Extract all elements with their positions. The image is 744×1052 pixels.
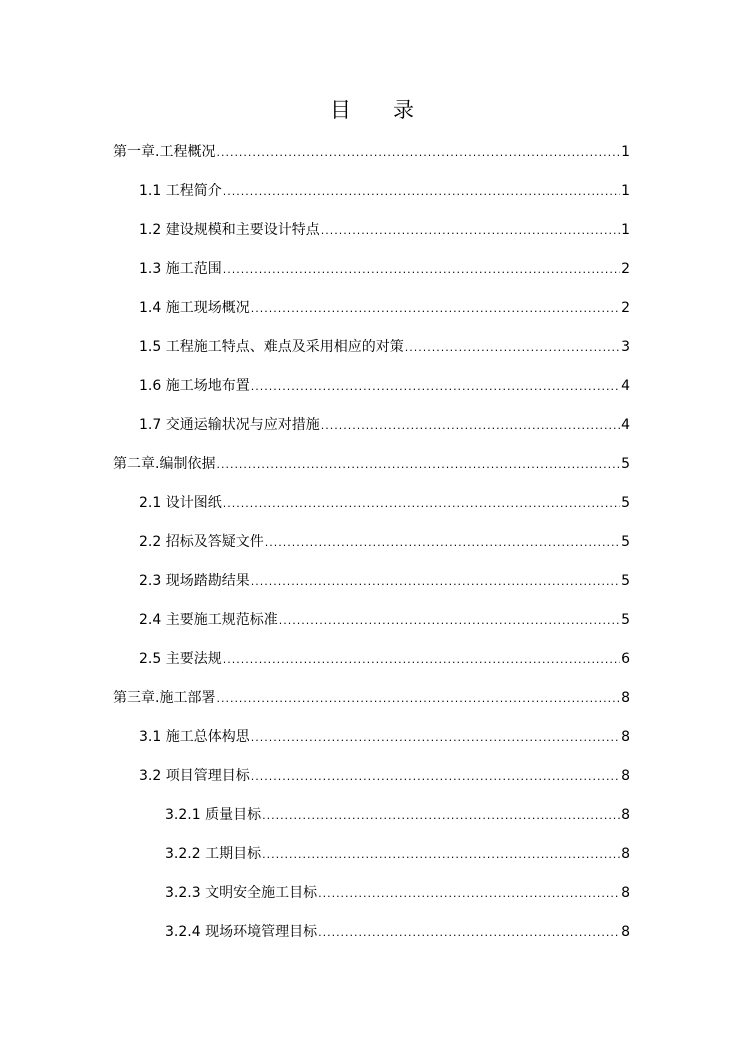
toc-entry-page-number: 8	[621, 846, 630, 862]
toc-entry-page-number: 8	[621, 885, 630, 901]
toc-dot-leader	[251, 727, 620, 749]
toc-entry-label: 1.1 工程简介	[139, 183, 222, 199]
toc-entry-label: 1.7 交通运输状况与应对措施	[139, 417, 320, 433]
toc-dot-leader	[262, 805, 620, 827]
toc-chapter-entry[interactable]	[113, 141, 630, 163]
toc-dot-leader	[405, 337, 620, 359]
toc-entry-label: 3.2.2 工期目标	[165, 846, 262, 862]
toc-dot-leader	[265, 532, 620, 554]
toc-entry-page-number: 1	[621, 183, 630, 199]
toc-title: 目 录	[330, 98, 414, 122]
toc-entry-page-number: 8	[621, 729, 630, 745]
toc-entry-page-number: 2	[621, 300, 630, 316]
toc-entry-label: 2.4 主要施工规范标准	[139, 612, 278, 628]
toc-section-entry[interactable]	[139, 375, 630, 397]
toc-section-entry[interactable]	[139, 609, 630, 631]
toc-entry-page-number: 5	[621, 573, 630, 589]
toc-section-entry[interactable]	[139, 297, 630, 319]
toc-entry-label: 1.5 工程施工特点、难点及采用相应的对策	[139, 339, 404, 355]
toc-section-entry[interactable]	[139, 648, 630, 670]
toc-dot-leader	[251, 766, 620, 788]
toc-entry-page-number: 1	[621, 144, 630, 160]
toc-entry-page-number: 8	[621, 924, 630, 940]
toc-section-entry[interactable]	[139, 765, 630, 787]
toc-dot-leader	[223, 493, 620, 515]
toc-entry-page-number: 6	[621, 651, 630, 667]
toc-section-entry[interactable]	[165, 843, 630, 865]
toc-section-entry[interactable]	[139, 219, 630, 241]
toc-entry-label: 1.6 施工场地布置	[139, 378, 250, 394]
toc-section-entry[interactable]	[165, 804, 630, 826]
toc-entry-page-number: 4	[621, 417, 630, 433]
toc-section-entry[interactable]	[165, 882, 630, 904]
toc-section-entry[interactable]	[139, 180, 630, 202]
toc-dot-leader	[223, 181, 620, 203]
toc-dot-leader	[216, 688, 620, 710]
toc-section-entry[interactable]	[139, 492, 630, 514]
toc-dot-leader	[318, 883, 620, 905]
toc-entry-label: 第一章.工程概况	[113, 144, 216, 160]
toc-entry-page-number: 8	[621, 768, 630, 784]
toc-dot-leader	[251, 376, 620, 398]
toc-entry-label: 1.2 建设规模和主要设计特点	[139, 222, 320, 238]
toc-entry-label: 3.2.1 质量目标	[165, 807, 262, 823]
toc-section-entry[interactable]	[139, 726, 630, 748]
toc-chapter-entry[interactable]	[113, 687, 630, 709]
toc-entry-page-number: 8	[621, 807, 630, 823]
toc-entry-label: 2.3 现场踏勘结果	[139, 573, 250, 589]
toc-entry-label: 第二章.编制依据	[113, 456, 216, 472]
toc-entry-page-number: 5	[621, 534, 630, 550]
toc-dot-leader	[251, 298, 620, 320]
toc-section-entry[interactable]	[139, 531, 630, 553]
toc-entry-page-number: 4	[621, 378, 630, 394]
toc-entry-label: 3.2.4 现场环境管理目标	[165, 924, 318, 940]
toc-chapter-entry[interactable]	[113, 453, 630, 475]
toc-dot-leader	[251, 571, 620, 593]
toc-entry-page-number: 2	[621, 261, 630, 277]
toc-entry-label: 1.4 施工现场概况	[139, 300, 250, 316]
toc-dot-leader	[321, 220, 620, 242]
toc-entry-page-number: 3	[621, 339, 630, 355]
toc-entry-page-number: 1	[621, 222, 630, 238]
toc-section-entry[interactable]	[139, 414, 630, 436]
toc-entry-label: 2.2 招标及答疑文件	[139, 534, 264, 550]
toc-entry-page-number: 5	[621, 612, 630, 628]
toc-section-entry[interactable]	[165, 921, 630, 943]
toc-entry-page-number: 5	[621, 456, 630, 472]
toc-section-entry[interactable]	[139, 570, 630, 592]
toc-entry-label: 3.2.3 文明安全施工目标	[165, 885, 318, 901]
toc-section-entry[interactable]	[139, 258, 630, 280]
toc-dot-leader	[223, 259, 620, 281]
toc-dot-leader	[223, 649, 620, 671]
toc-entry-label: 2.1 设计图纸	[139, 495, 222, 511]
toc-dot-leader	[262, 844, 620, 866]
toc-entry-label: 2.5 主要法规	[139, 651, 222, 667]
toc-section-entry[interactable]	[139, 336, 630, 358]
toc-dot-leader	[216, 454, 620, 476]
toc-dot-leader	[216, 142, 620, 164]
toc-entry-label: 3.2 项目管理目标	[139, 768, 250, 784]
toc-entry-page-number: 5	[621, 495, 630, 511]
toc-dot-leader	[318, 922, 620, 944]
toc-entry-label: 1.3 施工范围	[139, 261, 222, 277]
toc-entry-page-number: 8	[621, 690, 630, 706]
toc-dot-leader	[321, 415, 620, 437]
toc-entry-label: 第三章.施工部署	[113, 690, 216, 706]
toc-dot-leader	[279, 610, 620, 632]
toc-entry-label: 3.1 施工总体构思	[139, 729, 250, 745]
